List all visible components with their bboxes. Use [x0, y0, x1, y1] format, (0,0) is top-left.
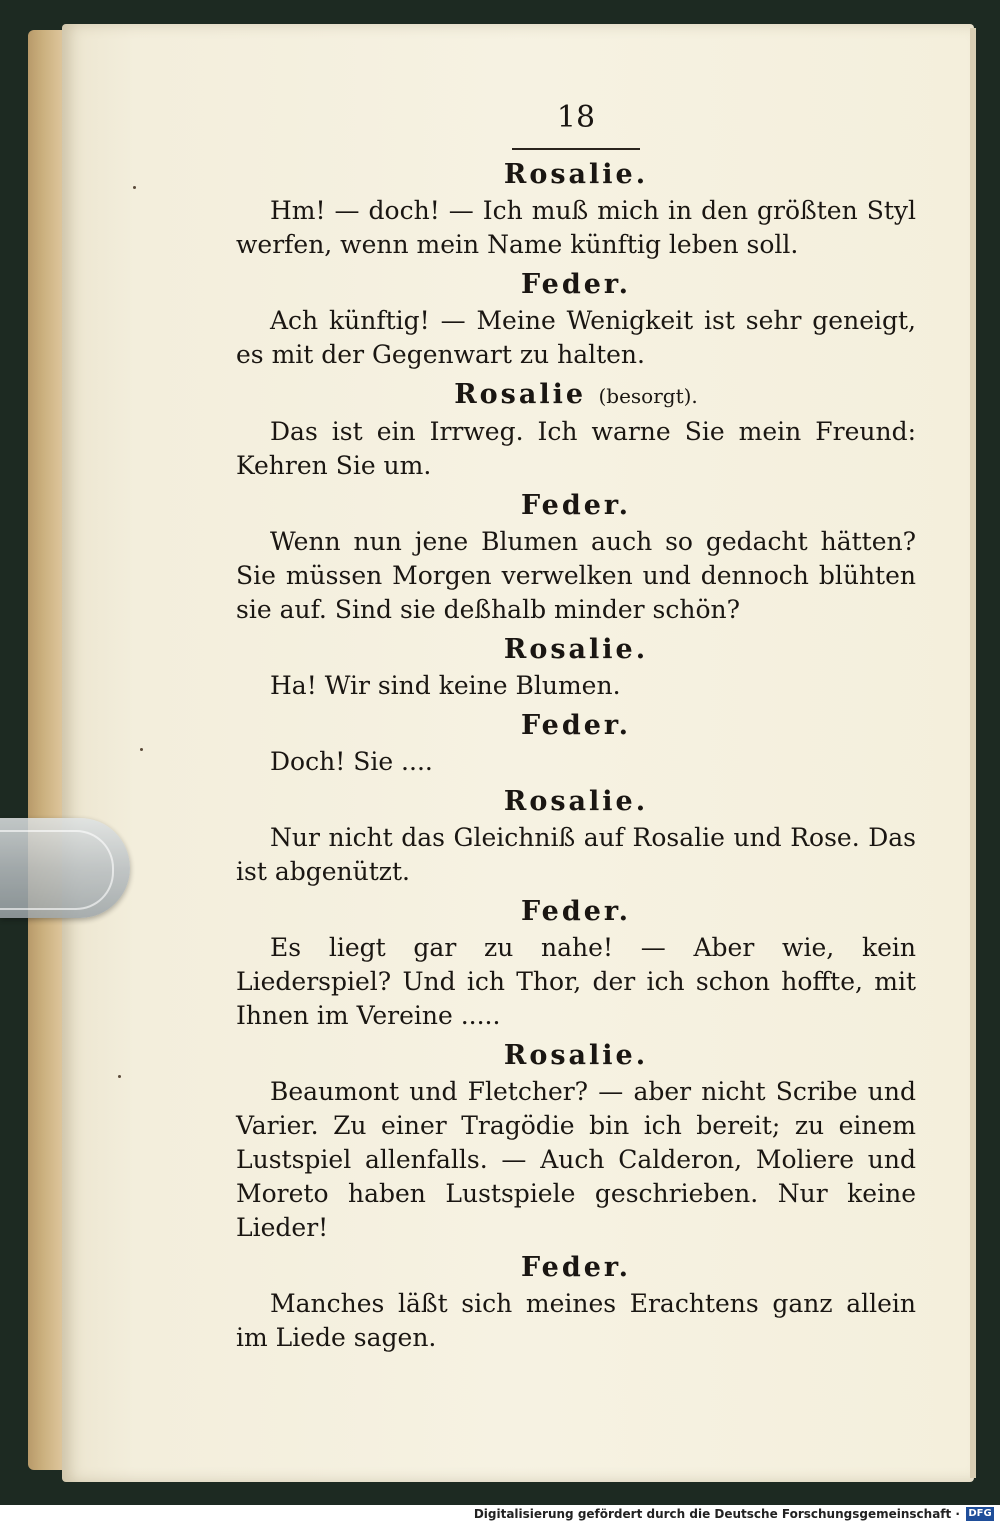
speaker-name	[236, 376, 916, 415]
footer-bar	[0, 1505, 1000, 1525]
dialogue-line: Nur nicht das Gleichniß auf Rosalie und Rose. Das ist abgenützt.	[236, 823, 916, 886]
page-clip-highlight	[0, 830, 114, 910]
speaker-name	[236, 487, 916, 525]
speck	[140, 748, 143, 751]
speaker-label: Rosalie.	[503, 786, 649, 817]
dialogue-line: Beaumont und Fletcher? — aber nicht Scribe und Varier. Zu einer Tragödie bin ich bereit; zu einem Lustspiel allenfalls. — Auch Calderon, Moliere und Moreto haben Lustspiele geschrieben. Nur keine Lieder!	[236, 1077, 916, 1242]
header-rule	[512, 148, 640, 150]
speaker-label: Feder.	[520, 1252, 632, 1283]
dialogue-line: Hm! — doch! — Ich muß mich in den größten Styl werfen, wenn mein Name künftig leben soll.	[236, 196, 916, 259]
speaker-label: Rosalie.	[503, 634, 649, 665]
speaker-name	[236, 783, 916, 821]
dialogue-line: Ha! Wir sind keine Blumen.	[270, 671, 621, 700]
page-right-edge	[970, 28, 976, 1478]
page-content	[236, 96, 916, 1359]
dfg-logo-icon: DFG	[966, 1507, 994, 1521]
speaker-label: Feder.	[520, 269, 632, 300]
dialogue-line: Ach künftig! — Meine Wenigkeit ist sehr geneigt, es mit der Gegenwart zu halten.	[236, 306, 916, 369]
speaker-label: Feder.	[520, 710, 632, 741]
speaker-name	[236, 707, 916, 745]
dialogue-line: Doch! Sie ....	[270, 747, 433, 776]
speaker-name	[236, 156, 916, 194]
dialogue-line: Das ist ein Irrweg. Ich warne Sie mein Freund: Kehren Sie um.	[236, 417, 916, 480]
dialogue-line: Es liegt gar zu nahe! — Aber wie, kein Liederspiel? Und ich Thor, der ich schon hoffte, mit Ihnen im Vereine .....	[236, 933, 916, 1030]
stage-direction: (besorgt).	[598, 384, 698, 408]
funding-credit: Digitalisierung gefördert durch die Deutsche Forschungsgemeinschaft ·	[473, 1507, 960, 1521]
speaker-label: Rosalie.	[503, 159, 649, 190]
speck	[118, 1075, 121, 1078]
speaker-name	[236, 631, 916, 669]
speaker-name	[236, 893, 916, 931]
speaker-name	[236, 1037, 916, 1075]
dialogue-line: Manches läßt sich meines Erachtens ganz allein im Liede sagen.	[236, 1289, 916, 1352]
page-number: 18	[556, 100, 596, 135]
dialogue-blocks	[236, 156, 916, 1359]
speaker-label: Rosalie	[454, 379, 587, 410]
speaker-name	[236, 1249, 916, 1287]
speaker-label: Feder.	[520, 490, 632, 521]
speaker-label: Rosalie.	[503, 1040, 649, 1071]
speaker-label: Feder.	[520, 896, 632, 927]
dialogue-line: Wenn nun jene Blumen auch so gedacht hätten? Sie müssen Morgen verwelken und dennoch blühten sie auf. Sind sie deßhalb minder schön?	[236, 527, 916, 624]
speck	[133, 186, 136, 189]
block-gap	[236, 1355, 916, 1359]
speaker-name	[236, 266, 916, 304]
